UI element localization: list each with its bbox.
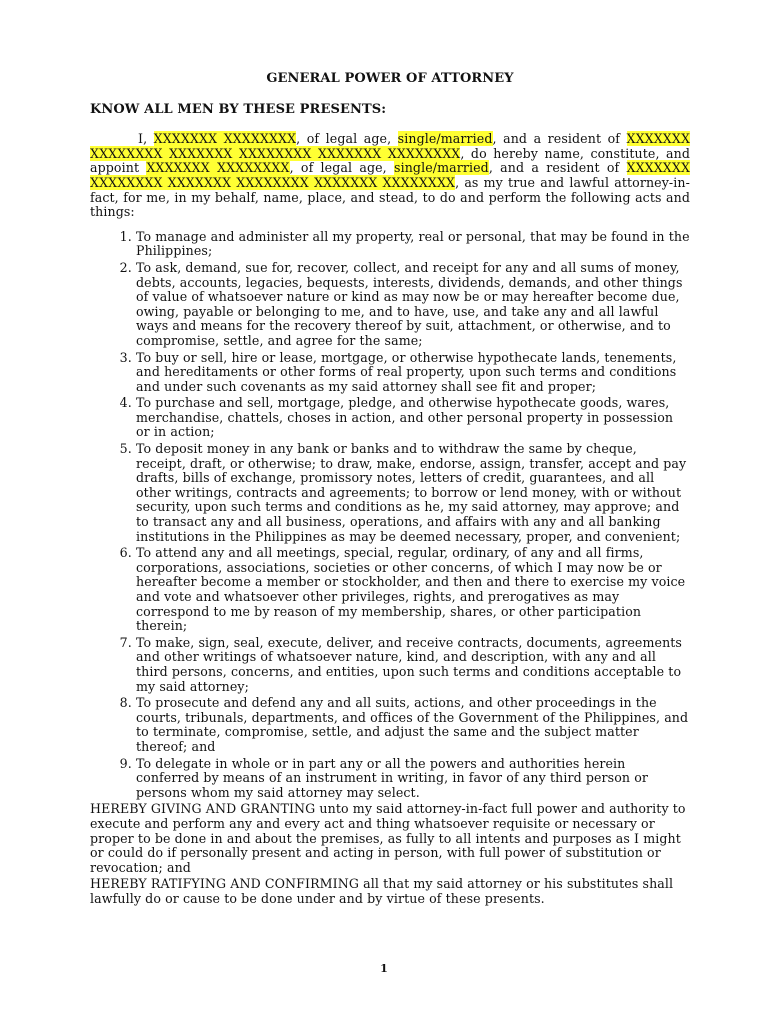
power-item-8: 8. To prosecute and defend any and all suits, actions, and other proceedings in the courts, tribunals, departments, and offices of the Government of the Philippines, and to terminate, compromise, settle, and adjust the same and the subject matter thereof; and	[136, 696, 690, 754]
power-item-1: 1. To manage and administer all my property, real or personal, that may be found in the Philippines;	[136, 230, 690, 259]
intro-text-3: , and a resident of	[492, 131, 627, 147]
power-item-5: 5. To deposit money in any bank or banks and to withdraw the same by cheque, receipt, draft, or otherwise; to draw, make, endorse, assign, transfer, accept and pay drafts, bills of exchange, promissory notes, letters of credit, guarantees, and all other writings, contracts and agreements; to borrow or lend money, with or without security, upon such terms and conditions as he, my said attorney, may approve; and to transact any and all business, operations, and affairs with any and all banking institutions in the Philippines as may be deemed necessary, proper, and convenient;	[136, 442, 690, 544]
ratifying-clause: HEREBY RATIFYING AND CONFIRMING all that my said attorney or his substitutes shall lawfully do or cause to be done under and by virtue of these presents.	[90, 876, 674, 906]
intro-text-6: , and a resident of	[488, 160, 627, 176]
principal-civil-status-placeholder: single/married	[397, 131, 493, 147]
page-number: 1	[380, 962, 388, 975]
powers-list	[90, 230, 690, 801]
attorney-civil-status-placeholder: single/married	[394, 160, 489, 176]
intro-text-4: , do hereby name, constitute, and appoint	[90, 145, 690, 176]
power-item-7: 7. To make, sign, seal, execute, deliver, and receive contracts, documents, agreements and other writings of whatsoever nature, kind, and description, with any and all third persons, concerns, and entities, upon such terms and conditions acceptable to my said attorney;	[136, 636, 690, 694]
power-item-2: 2. To ask, demand, sue for, recover, collect, and receipt for any and all sums of money, debts, accounts, legacies, bequests, interests, dividends, demands, and other things of value of whatsoever nature or kind as may now be or may hereafter become due, owing, payable or belonging to me, and to have, use, and take any and all lawful ways and means for the recovery thereof by suit, attachment, or otherwise, and to compromise, settle, and agree for the same;	[136, 261, 690, 349]
attorney-name-placeholder: XXXXXXX XXXXXXXX	[146, 160, 290, 176]
power-item-4: 4. To purchase and sell, mortgage, pledge, and otherwise hypothecate goods, wares, merchandise, chattels, choses in action, and other personal property in possession or in action;	[136, 396, 690, 440]
intro-text-2: , of legal age,	[296, 131, 398, 147]
attorney-address-placeholder: XXXXXXX XXXXXXXX XXXXXXX XXXXXXXX XXXXXXX XXXXXXXX	[90, 160, 691, 190]
granting-clause: HEREBY GIVING AND GRANTING unto my said attorney-in-fact full power and authority to execute and perform any and every act and thing whatsoever requisite or necessary or proper to be done in and about the premises, as fully to all intents and purposes as I might or could do if personally present and acting in person, with full power of substitution or revocation; and	[90, 801, 686, 875]
intro-paragraph	[90, 132, 690, 220]
principal-address-placeholder: XXXXXXX XXXXXXXX XXXXXXX XXXXXXXX XXXXXXX XXXXXXXX	[90, 131, 691, 161]
power-item-3: 3. To buy or sell, hire or lease, mortgage, or otherwise hypothecate lands, tenements, and hereditaments or other forms of real property, upon such terms and conditions and under such covenants as my said attorney shall see fit and proper;	[136, 351, 690, 395]
principal-name-placeholder: XXXXXXX XXXXXXXX	[153, 131, 297, 147]
preamble-heading: KNOW ALL MEN BY THESE PRESENTS:	[90, 101, 387, 117]
power-item-9: 9. To delegate in whole or in part any or all the powers and authorities herein conferred by means of an instrument in writing, in favor of any third person or persons whom my said attorney may select.	[136, 757, 690, 801]
intro-text-1: I,	[138, 131, 154, 147]
intro-text-7: , as my true and lawful attorney-in-fact, for me, in my behalf, name, place, and stead, to do and perform the following acts and things:	[90, 174, 690, 220]
document-title: GENERAL POWER OF ATTORNEY	[266, 71, 514, 86]
power-item-6: 6. To attend any and all meetings, special, regular, ordinary, of any and all firms, corporations, associations, societies or other concerns, of which I may now be or hereafter become a member or stockholder, and then and there to exercise my voice and vote and whatsoever other privileges, rights, and prerogatives as may correspond to me by reason of my membership, shares, or other participation therein;	[136, 546, 690, 634]
intro-text-5: , of legal age,	[289, 160, 395, 176]
